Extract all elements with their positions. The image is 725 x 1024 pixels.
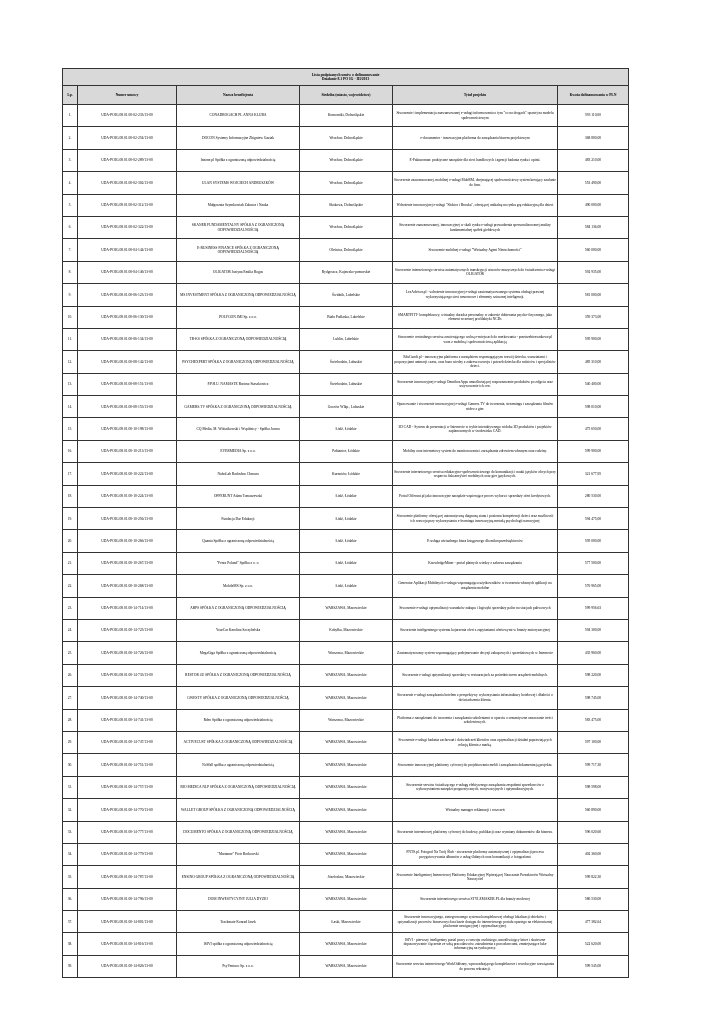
row-lp: 3. <box>63 149 78 171</box>
row-lp: 24. <box>63 619 78 641</box>
row-lp: 34. <box>63 843 78 865</box>
row-lp: 37. <box>63 911 78 933</box>
table-row <box>63 396 629 418</box>
row-lp: 35. <box>63 866 78 888</box>
row-contract-number: UDA-POIG.08.01.00-06-134/13-00 <box>78 328 177 350</box>
row-lp: 29. <box>63 731 78 753</box>
row-contract-number: UDA-POIG.08.01.00-14-733/13-00 <box>78 664 177 686</box>
row-amount: 583 475,00 <box>558 709 629 731</box>
row-project-title: Wirtualny manager reklamacji i roszczeń <box>393 799 558 821</box>
table-row <box>63 821 629 843</box>
row-contract-number: UDA-POIG.08.01.00-08-151/13-00 <box>78 373 177 395</box>
row-amount: 540 400,00 <box>558 373 629 395</box>
row-amount: 599 545,00 <box>558 955 629 977</box>
row-beneficiary: Trackmate Konrad Jasek <box>177 911 300 933</box>
row-project-title: Portal Offerunt.pl jako innowacyjne narzędzie wspierające proces wyboru i sprzedaży ofert kredytowych. <box>393 485 558 507</box>
table-row <box>63 664 629 686</box>
row-beneficiary: POLYGON JMI Sp. z o.o. <box>177 306 300 328</box>
row-amount: 592 935,00 <box>558 261 629 283</box>
row-seat: Komorniki, Dolnośląskie <box>300 105 393 127</box>
row-project-title: 3D CAD - System do prezentacji w Internecie w trybie interaktywnego widoku 3D produktów i projektów zaplanowanych w środowisku CAD. <box>393 418 558 440</box>
row-contract-number: UDA-POIG.08.01.00-14-787/13-00 <box>78 866 177 888</box>
table-body <box>63 105 629 978</box>
row-contract-number: UDA-POIG.08.01.00-14-826/13-00 <box>78 955 177 977</box>
row-project-title: Stworzenie internetowego serwisu STYLEMAKER.PL dla branży modowej <box>393 888 558 910</box>
column-header-row <box>63 86 629 105</box>
row-amount: 598 598,00 <box>558 776 629 798</box>
row-lp: 20. <box>63 530 78 552</box>
row-lp: 36. <box>63 888 78 910</box>
row-lp: 31. <box>63 776 78 798</box>
row-lp: 16. <box>63 440 78 462</box>
row-contract-number: UDA-POIG.08.01.00-08-142/13-00 <box>78 351 177 373</box>
row-lp: 38. <box>63 933 78 955</box>
table-row <box>63 239 629 261</box>
table-row <box>63 799 629 821</box>
row-beneficiary: GWESTY SPÓŁKA Z OGRANICZONĄ ODPOWIEDZIALNOŚCIĄ <box>177 687 300 709</box>
row-beneficiary: Rdeo Spółka z ograniczoną odpowiedzialnością <box>177 709 300 731</box>
row-project-title: Stworzenie Inteligentnej Internetowej Platformy Edukacyjnej Wpierającej Nauczanie Przeaktorów Wirtualny Nauczyciel <box>393 866 558 888</box>
row-amount: 596 020,60 <box>558 821 629 843</box>
row-seat: Świebodzin, Lubuskie <box>300 373 393 395</box>
table-row <box>63 463 629 485</box>
table-row <box>63 306 629 328</box>
row-beneficiary: DOCUMENTO SPÓŁKA Z OGRANICZONĄ ODPOWIEDZIALNOŚCIĄ <box>177 821 300 843</box>
row-seat: Kurnotów, Łódzkie <box>300 463 393 485</box>
row-seat: Łódź, Łódzkie <box>300 575 393 597</box>
row-contract-number: UDA-POIG.08.01.00-14-741/13-00 <box>78 709 177 731</box>
table-row <box>63 530 629 552</box>
row-contract-number: UDA-POIG.08.01.00-14-779/13-00 <box>78 843 177 865</box>
row-amount: 485 310,00 <box>558 351 629 373</box>
table-row <box>63 261 629 283</box>
row-amount: 402 360,00 <box>558 843 629 865</box>
table-row <box>63 105 629 127</box>
row-lp: 17. <box>63 463 78 485</box>
row-lp: 14. <box>63 396 78 418</box>
row-beneficiary: SKANER FUNDAMENTALNY SPÓŁKA Z OGRANICZONĄ ODPOWIEDZIALNOŚCIĄ <box>177 216 300 238</box>
row-beneficiary: DOCON Systemy Informacyjne Zbigniew Gaziak <box>177 127 300 149</box>
row-seat: Łódź, Łódzkie <box>300 485 393 507</box>
row-amount: 576 965,00 <box>558 575 629 597</box>
row-beneficiary: MobileMS Sp. z o.o. <box>177 575 300 597</box>
row-contract-number: UDA-POIG.08.01.00-10-224/13-00 <box>78 485 177 507</box>
row-beneficiary: OFFERUNT Adam Tomaszewski <box>177 485 300 507</box>
row-amount: 359 373,00 <box>558 306 629 328</box>
table-row <box>63 642 629 664</box>
row-project-title: Opracowanie i stworzenie innowacyjnej e-usługi Gamers.TV do tworzenia, streamingu i zarządzania filmów wideo z gier. <box>393 396 558 418</box>
table-row <box>63 508 629 530</box>
row-lp: 5. <box>63 194 78 216</box>
row-amount: 560 000,00 <box>558 239 629 261</box>
row-lp: 6. <box>63 216 78 238</box>
row-seat: WARSZAWA, Mazowieckie <box>300 776 393 798</box>
row-project-title: ISIVI - pierwszy inteligentny portal pracy z rozwoju osobistego, umożliwiający łatwe i skuteczne dopasowywanie i łączenie ze sobą pracodawców, zatrudnienia z pracodawcami, zmniejszające luke informacyjną na rynku pracy. <box>393 933 558 955</box>
row-seat: WARSZAWA, Mazowieckie <box>300 955 393 977</box>
row-beneficiary: Fundacja Dar Edukacji <box>177 508 300 530</box>
row-amount: 598 745,00 <box>558 687 629 709</box>
row-amount: 597 100,00 <box>558 731 629 753</box>
agreements-table <box>62 68 629 978</box>
table-row <box>63 373 629 395</box>
row-amount: 599 717,30 <box>558 754 629 776</box>
row-beneficiary: Inzone.pl Spółka z ograniczoną odpowiedzialnością <box>177 149 300 171</box>
row-project-title: KnowledgeMiner - portal płatnych wiedzy z zakresu zarządzania <box>393 552 558 574</box>
row-project-title: Stworzenie e-usługi zarządzania hotelem z perspektywy wykorzystania infrastruktury hotelowej i dbałości o doświadczenia klienta. <box>393 687 558 709</box>
row-lp: 32. <box>63 799 78 821</box>
row-amount: 599 900,00 <box>558 440 629 462</box>
row-beneficiary: CQ Media, M. Wóitaikowski i Wspólnicy - Spółka Jawna <box>177 418 300 440</box>
row-beneficiary: Małgorzata Szymkowiak Zabawa i Nauka <box>177 194 300 216</box>
row-contract-number: UDA-POIG.08.01.00-10-222/13-00 <box>78 463 177 485</box>
table-row <box>63 754 629 776</box>
row-contract-number: UDA-POIG.08.01.00-02-302/13-00 <box>78 172 177 194</box>
row-beneficiary: TB-KS SPÓŁKA Z OGRANICZONĄ ODPOWIEDZIALNOŚCIĄ <box>177 328 300 350</box>
row-project-title: Stworzenie internetowej platformy cyfrowej do budowy, publikacji oraz wymiany dokumentów dla biznesu. <box>393 821 558 843</box>
row-beneficiary: BIO MEDICA NLP SPÓŁKA Z OGRANICZONĄ ODPOWIEDZIALNOŚCIĄ <box>177 776 300 798</box>
header-contract-number: Numer umowy <box>78 86 177 105</box>
row-lp: 2. <box>63 127 78 149</box>
row-project-title: E-usługa wirtualnego biura księgowego dla mikroprzedsiębiorców <box>393 530 558 552</box>
row-project-title: Generator Aplikacji Mobilnych e-usługa wspomagająca użytkowników w tworzeniu własnych aplikacji na urządzenia mobilne <box>393 575 558 597</box>
row-lp: 23. <box>63 597 78 619</box>
row-beneficiary: GAMERS.TV SPÓŁKA Z OGRANICZONĄ ODPOWIEDZIALNOŚCIĄ <box>177 396 300 418</box>
row-project-title: Stworzenie e-usługi badania zachowań i doświadczeń klientów oraz optymalizacji działań poprawiających relację klienta z marką. <box>393 731 558 753</box>
row-amount: 599 822,30 <box>558 866 629 888</box>
row-beneficiary: CONADROGACH PL ANNA KLUBA <box>177 105 300 127</box>
row-lp: 30. <box>63 754 78 776</box>
row-beneficiary: ACTIVECUST SPÓŁKA Z OGRANICZONĄ ODPOWIEDZIALNOŚCIĄ <box>177 731 300 753</box>
row-seat: Warszawa, Mazowieckie <box>300 642 393 664</box>
row-contract-number: UDA-POIG.08.01.00-06-130/13-00 <box>78 306 177 328</box>
row-beneficiary: OLIGATOR Justyna Emilia Rogus <box>177 261 300 283</box>
row-beneficiary: ULAN SYSTEMS WOJCIECH ANDRUSZKÓW <box>177 172 300 194</box>
row-project-title: Stworzenie internetowego serwisu automatycznych transkrypcji utworów muzycznych do świadczenia e-usługi OLIGATOR <box>393 261 558 283</box>
row-amount: 435 960,00 <box>558 642 629 664</box>
row-project-title: e-documenter - innowacyjna platforma do zarządzania biurem projektowym <box>393 127 558 149</box>
row-contract-number: UDA-POIG.08.01.00-06-123/13-00 <box>78 284 177 306</box>
row-seat: Lublin, Lubelskie <box>300 328 393 350</box>
table-row <box>63 575 629 597</box>
row-beneficiary: ENSINO GROUP SPÓŁKA Z OGRANICZONĄ ODPOWIEDZIALNOŚCIĄ <box>177 866 300 888</box>
table-row <box>63 709 629 731</box>
row-lp: 1. <box>63 105 78 127</box>
row-seat: WARSZAWA, Mazowieckie <box>300 933 393 955</box>
row-lp: 15. <box>63 418 78 440</box>
row-project-title: Stworzenie serwisu świadczącego e-usługę efektywnego zarządzania zespołami sprzedawców z wykorzystaniem narzędzi prognostycznych, motywacyjnych i optymalizacyjnych. <box>393 776 558 798</box>
row-amount: 560 890,00 <box>558 799 629 821</box>
row-seat: Gorzów Wlkp., Lubuskie <box>300 396 393 418</box>
row-project-title: Stworzenie innowacyjnego, zintegrowanego systemu kompleksowej obsługi lokalizacji obiektów i optymalizacji procesów biznesowych na bazie dostępu do internetowego portalu opartego na elektronicznej platformie nawigacyjnej i optymalizacyjnej. <box>393 911 558 933</box>
row-contract-number: UDA-POIG.08.01.00-14-751/13-00 <box>78 754 177 776</box>
row-seat: Wrocław, Dolnośląskie <box>300 149 393 171</box>
row-amount: 577 500,00 <box>558 552 629 574</box>
row-beneficiary: ABPS SPÓŁKA Z OGRANICZONĄ ODPOWIEDZIALNOŚCIĄ <box>177 597 300 619</box>
table-row <box>63 127 629 149</box>
row-amount: 321 677,95 <box>558 463 629 485</box>
table-title <box>63 69 629 86</box>
row-beneficiary: MS INVESTMENT SPÓŁKA Z OGRANICZONĄ ODPOWIEDZIALNOŚCIĄ <box>177 284 300 306</box>
row-contract-number: UDA-POIG.08.01.00-14-740/13-00 <box>78 687 177 709</box>
row-amount: 581 000,00 <box>558 284 629 306</box>
row-project-title: E-Fakturoman: praktyczne narzędzie dla sieci handlowych i agencji badania rynku i opinii. <box>393 149 558 171</box>
row-project-title: FNTS.pl. Fotograf Na Twój Ślub - stworzenie platformy automatycznej i optymalizacji procesu przygotowywania albumów z usług ślubnych oraz komunikacji z fotografami <box>393 843 558 865</box>
row-amount: 595 000,00 <box>558 530 629 552</box>
table-row <box>63 216 629 238</box>
row-project-title: SMARTFITT- kompleksowy, wirtualny doradca personalny w zakresie dobierania psycho-fizycznego, jako element wczesnej profilaktyki NCDs <box>393 306 558 328</box>
row-seat: WARSZAWA, Mazowieckie <box>300 821 393 843</box>
row-seat: Oleśnica, Dolnośląskie <box>300 239 393 261</box>
row-contract-number: UDA-POIG.08.01.00-10-198/13-00 <box>78 418 177 440</box>
header-project-title: Tytuł projektu <box>393 86 558 105</box>
row-seat: Świebodzin, Lubuskie <box>300 351 393 373</box>
row-beneficiary: ISIVI spółka z ograniczoną odpowiedzialnością <box>177 933 300 955</box>
row-project-title: Stworzenie internetowego serwisu edukacyjno-społecznościowego do komunikacji i nauki języków obcych przy wsparciu fiskcanej/sieć mobilnych oraz gier językowych. <box>393 463 558 485</box>
row-lp: 8. <box>63 261 78 283</box>
row-lp: 9. <box>63 284 78 306</box>
row-project-title: Stworzenie i implementacja zaawansowanej e-usługi informowania o tym "co na drogach" opartej na modelu społecznościowym <box>393 105 558 127</box>
row-beneficiary: PsyVentuco Sp. z o.o. <box>177 955 300 977</box>
row-beneficiary: E-BUSINESS FINANCE SPÓŁKA Z OGRANICZONĄ ODPOWIEDZIALNOŚCIĄ <box>177 239 300 261</box>
row-seat: Skokowa, Dolnośląskie <box>300 194 393 216</box>
row-seat: Pabianice, Łódzkie <box>300 440 393 462</box>
table-row <box>63 687 629 709</box>
row-amount: 598 220,00 <box>558 664 629 686</box>
row-amount: 477 382,64 <box>558 911 629 933</box>
row-lp: 26. <box>63 664 78 686</box>
row-project-title: Stworzenie serwisu internetowego WorkOddsney, wprowadzającego kompleksowe i rewolucyjne rozwiązania do procesu rekrutacji. <box>393 955 558 977</box>
row-amount: 599 956,63 <box>558 597 629 619</box>
row-contract-number: UDA-POIG.08.01.00-10-268/13-00 <box>78 575 177 597</box>
row-seat: WARSZAWA, Mazowieckie <box>300 754 393 776</box>
table-row <box>63 194 629 216</box>
table-row <box>63 552 629 574</box>
row-seat: Bydgoszcz, Kujawsko-pomorskie <box>300 261 393 283</box>
table-row <box>63 418 629 440</box>
header-lp: Lp. <box>63 86 78 105</box>
row-project-title: Stworzenie platformy oferującej automatyczną diagnozę stanu i poziomu kompetencji dzieci oraz możliwość ich rozwoju przy wykorzystaniu e-learningu innowacyjną metodą psychologii narracyjnej <box>393 508 558 530</box>
row-beneficiary: EVERMEDIA Sp. z o.o. <box>177 440 300 462</box>
row-amount: 595 900,00 <box>558 328 629 350</box>
row-contract-number: UDA-POIG.08.01.00-10-266/13-00 <box>78 530 177 552</box>
row-amount: 584 136,00 <box>558 216 629 238</box>
row-lp: 33. <box>63 821 78 843</box>
row-amount: 594 300,00 <box>558 619 629 641</box>
row-beneficiary: YourCar Karolina Szczybelska <box>177 619 300 641</box>
row-contract-number: UDA-POIG.08.01.00-14-796/13-00 <box>78 888 177 910</box>
row-seat: Warszawa, Mazowieckie <box>300 709 393 731</box>
row-seat: WARSZAWA, Mazowieckie <box>300 843 393 865</box>
row-amount: 483 210,00 <box>558 149 629 171</box>
table-row <box>63 911 629 933</box>
table-row <box>63 955 629 977</box>
row-seat: Biała Podlaska, Lubelskie <box>300 306 393 328</box>
row-lp: 12. <box>63 351 78 373</box>
row-project-title: Stworzenie inteligentnego systemu kojarzenia ofert z zapytaniami ofertowymi w branży motoryzacyjnej <box>393 619 558 641</box>
row-lp: 19. <box>63 508 78 530</box>
row-lp: 7. <box>63 239 78 261</box>
row-seat: Wrocław, Dolnośląskie <box>300 216 393 238</box>
row-amount: 522 620,00 <box>558 933 629 955</box>
row-beneficiary: PSYCHEXPERT SPÓŁKA Z OGRANICZONĄ ODPOWIEDZIALNOŚCIĄ <box>177 351 300 373</box>
row-project-title: Stworzenie centralnego serwisu zawierającego wolną e-miejscach do merkowania - przetrzebiezwnkowe.pl wraz z mobilną i społecznościową aplikacją <box>393 328 558 350</box>
row-beneficiary: WALLET GROUP SPÓŁKA Z OGRANICZONĄ ODPOWIEDZIALNOŚCIĄ <box>177 799 300 821</box>
row-seat: WARSZAWA, Mazowieckie <box>300 687 393 709</box>
row-seat: Wrocław, Dolnośląskie <box>300 127 393 149</box>
table-row <box>63 843 629 865</box>
row-beneficiary: DOM INWESTYCYJNY JULIA DYZIO <box>177 888 300 910</box>
row-beneficiary: RESTOR 4U SPÓŁKA Z OGRANICZONĄ ODPOWIEDZIALNOŚCIĄ <box>177 664 300 686</box>
table-row <box>63 731 629 753</box>
row-contract-number: UDA-POIG.08.01.00-14-714/13-00 <box>78 597 177 619</box>
row-seat: Świdnik, Lubelskie <box>300 284 393 306</box>
row-contract-number: UDA-POIG.08.01.00-04-144/13-00 <box>78 239 177 261</box>
row-lp: 18. <box>63 485 78 507</box>
row-amount: 368 800,00 <box>558 127 629 149</box>
row-project-title: Stworzenie innowacyjnej platformy cyfrowej do projektowania mebli i zarządzania dokumentacją projektu. <box>393 754 558 776</box>
row-lp: 4. <box>63 172 78 194</box>
row-amount: 280 530,00 <box>558 485 629 507</box>
row-lp: 28. <box>63 709 78 731</box>
table-row <box>63 933 629 955</box>
row-project-title: LexAdvisor.pl - wdrożenie innowacyjnej e-usługi zautomatyzowanego systemu obsługi prawnej wykorzystującego sieci neuronowe i elementy sztucznej inteligencji. <box>393 284 558 306</box>
row-seat: Kobyłka, Mazowieckie <box>300 619 393 641</box>
row-contract-number: UDA-POIG.08.01.00-04-146/13-00 <box>78 261 177 283</box>
row-seat: WARSZAWA, Mazowieckie <box>300 731 393 753</box>
row-seat: WARSZAWA, Mazowieckie <box>300 888 393 910</box>
row-project-title: Stworzenie e-usługi optymalizacji warunków zakupu i logistyki sprzedaży paliw na stacjach paliwowych <box>393 597 558 619</box>
row-amount: 593 110,00 <box>558 105 629 127</box>
row-contract-number: UDA-POIG.08.01.00-14-725/13-00 <box>78 619 177 641</box>
row-beneficiary: NoWall spółka z ograniczoną odpowiedzialnością <box>177 754 300 776</box>
row-amount: 594 475,00 <box>558 508 629 530</box>
row-contract-number: UDA-POIG.08.01.00-02-289/13-00 <box>78 149 177 171</box>
row-beneficiary: "Marianne" Piotr Borkowski <box>177 843 300 865</box>
row-lp: 25. <box>63 642 78 664</box>
row-seat: Wrocław, Dolnośląskie <box>300 172 393 194</box>
row-amount: 475 650,00 <box>558 418 629 440</box>
document-page <box>62 68 628 978</box>
row-lp: 22. <box>63 575 78 597</box>
title-line-1: Lista podpisanych umów o dofinansowanie <box>311 72 380 77</box>
table-row <box>63 776 629 798</box>
row-contract-number: UDA-POIG.08.01.00-10-267/13-00 <box>78 552 177 574</box>
row-contract-number: UDA-POIG.08.01.00-14-777/13-00 <box>78 821 177 843</box>
row-contract-number: UDA-POIG.08.01.00-10-256/13-00 <box>78 508 177 530</box>
table-row <box>63 866 629 888</box>
row-amount: 586 530,00 <box>558 888 629 910</box>
row-seat: Józefosław, Mazowieckie <box>300 866 393 888</box>
row-contract-number: UDA-POIG.08.01.00-02-312/13-00 <box>78 194 177 216</box>
table-row <box>63 485 629 507</box>
row-beneficiary: Quanta Spółka z ograniczoną odpowiedzialnością <box>177 530 300 552</box>
row-contract-number: UDA-POIG.08.01.00-14-726/13-00 <box>78 642 177 664</box>
row-beneficiary: "Fenix Poland" Spółka z o. o. <box>177 552 300 574</box>
row-contract-number: UDA-POIG.08.01.00-08-153/13-00 <box>78 396 177 418</box>
row-seat: Łódź, Łódzkie <box>300 530 393 552</box>
row-seat: WARSZAWA, Mazowieckie <box>300 664 393 686</box>
table-row <box>63 328 629 350</box>
row-amount: 490 000,00 <box>558 194 629 216</box>
row-contract-number: UDA-POIG.08.01.00-02-233/13-00 <box>78 105 177 127</box>
title-line-2: Działanie 8.1 PO IG - III/2013 <box>321 77 370 81</box>
row-contract-number: UDA-POIG.08.01.00-02-322/13-00 <box>78 216 177 238</box>
table-row <box>63 172 629 194</box>
row-beneficiary: P.P.H.U. NAMASTE Bartosz Staszkowicz <box>177 373 300 395</box>
row-project-title: Mobilny oraz internetowy system do monitorowania i zarządzania zdrowiem własnym oraz rodziny. <box>393 440 558 462</box>
header-amount: Kwota dofinansowania w PLN <box>558 86 629 105</box>
row-project-title: Stworzenie e-usługi optymalizacji sprzedaży w restauracjach za pośrednictwem urządzeń mobilnych. <box>393 664 558 686</box>
row-lp: 21. <box>63 552 78 574</box>
row-project-title: Zautomatyzowany system wspomagający podejmowanie decyzji zakupowych i sprzedażowych w Internecie <box>393 642 558 664</box>
row-seat: Łódź, Łódzkie <box>300 418 393 440</box>
row-contract-number: UDA-POIG.08.01.00-14-747/13-00 <box>78 731 177 753</box>
row-project-title: Stworzenie zaawansowanej, innowacyjnej w skali rynku e-usługi prowadzenia spersonalizowanej analizy fundamentalnej spółek giełdowych <box>393 216 558 238</box>
row-contract-number: UDA-POIG.08.01.00-14-801/13-00 <box>78 911 177 933</box>
table-row <box>63 149 629 171</box>
row-project-title: Wdrożenie innowacyjnej e-usługi "Sloktor i Brouka", oferującej unikalną na rynku grę edukacyjną dla dzieci <box>393 194 558 216</box>
row-project-title: EduCundi.pl - innowacyjna platforma z narzędziem wspomagającym rozwój dziecka, warsztatami i propozycjami animacji czasu, oraz baza wiedzy z zakresu rozwoju i potrzeb dziecka dla rodziców i specjalistów dzieci. <box>393 351 558 373</box>
row-seat: WARSZAWA, Mazowieckie <box>300 597 393 619</box>
row-contract-number: UDA-POIG.08.01.00-14-816/13-00 <box>78 933 177 955</box>
row-project-title: Stworzenie mobilnej e-usługi "Wirtualny Agent Nieruchomości" <box>393 239 558 261</box>
row-seat: Łódź, Łódzkie <box>300 508 393 530</box>
header-seat: Siedziba (miasto, województwo) <box>300 86 393 105</box>
row-contract-number: UDA-POIG.08.01.00-10-213/13-00 <box>78 440 177 462</box>
row-lp: 27. <box>63 687 78 709</box>
row-beneficiary: MegaGiga Spółka z ograniczoną odpowiedzialnością <box>177 642 300 664</box>
table-row <box>63 351 629 373</box>
row-project-title: Platforma z narzędziami do tworzenia i zarządzania szkoleniami w oparciu o semantyczne oznaczanie treści szkoleniowych. <box>393 709 558 731</box>
row-amount: 598 010,00 <box>558 396 629 418</box>
row-lp: 11. <box>63 328 78 350</box>
row-project-title: Stworzenie zaawansowanej, mobilnej e-usługi MobRM, obejmującej społecznościowy system kreujący zaufanie do firm. <box>393 172 558 194</box>
table-row <box>63 440 629 462</box>
row-lp: 10. <box>63 306 78 328</box>
row-amount: 553 490,00 <box>558 172 629 194</box>
table-row <box>63 619 629 641</box>
row-seat: Łódź, Łódzkie <box>300 552 393 574</box>
row-lp: 39. <box>63 955 78 977</box>
table-row <box>63 597 629 619</box>
table-title-row <box>63 69 629 86</box>
row-seat: WARSZAWA, Mazowieckie <box>300 799 393 821</box>
row-lp: 13. <box>63 373 78 395</box>
row-contract-number: UDA-POIG.08.01.00-14-757/13-00 <box>78 776 177 798</box>
row-seat: Łaski, Mazowieckie <box>300 911 393 933</box>
header-beneficiary: Nazwa beneficjenta <box>177 86 300 105</box>
table-row <box>63 888 629 910</box>
table-row <box>63 284 629 306</box>
row-contract-number: UDA-POIG.08.01.00-02-254/13-00 <box>78 127 177 149</box>
row-project-title: Stworzenie innowacyjnej e-usługi OmniboxApps umożliwiającej rozpoznawanie produktów po zdjęciu oraz ustywowanie ich cen. <box>393 373 558 395</box>
row-contract-number: UDA-POIG.08.01.00-14-770/13-00 <box>78 799 177 821</box>
row-beneficiary: NuboLab Radosław Chmura <box>177 463 300 485</box>
